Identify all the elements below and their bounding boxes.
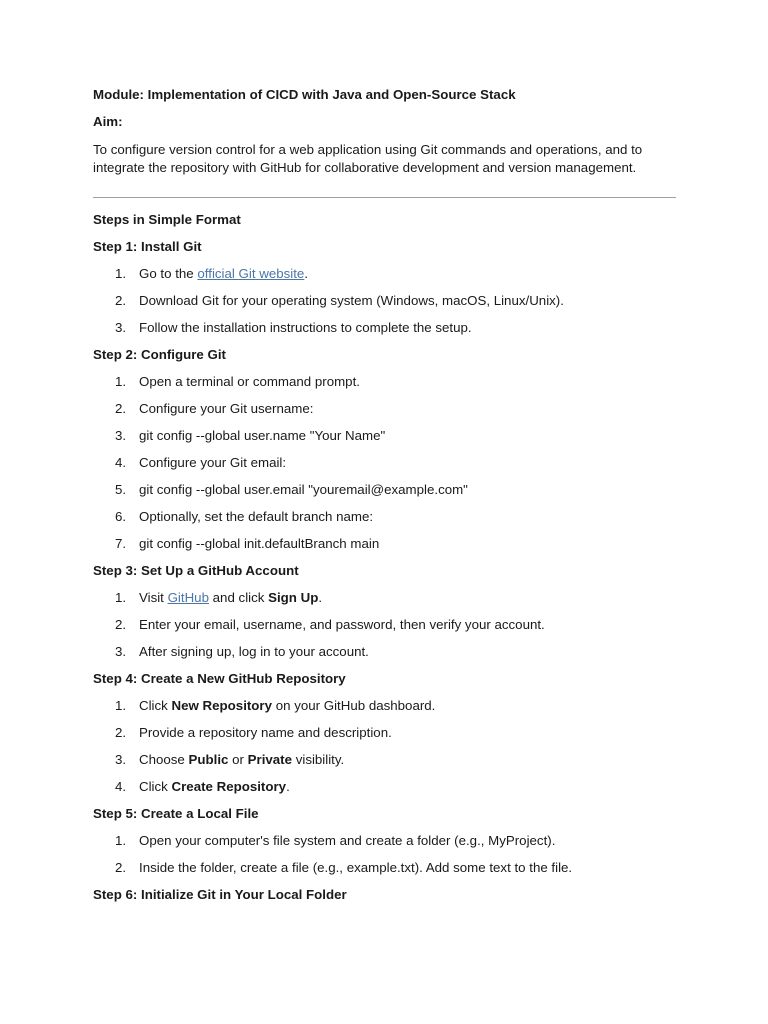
list-number: 1. — [115, 374, 127, 389]
list-text-suffix: . — [304, 266, 309, 281]
step-5-heading: Step 5: Create a Local File — [93, 806, 259, 821]
list-number: 2. — [115, 401, 127, 416]
step-2-section — [93, 347, 676, 552]
official-git-website-link[interactable]: official Git website — [197, 266, 305, 281]
list-item — [93, 833, 676, 849]
new-repository-emphasis: New Repository — [171, 698, 273, 713]
list-number: 2. — [115, 725, 127, 740]
list-item — [93, 536, 676, 552]
step-6-heading: Step 6: Initialize Git in Your Local Folder — [93, 887, 347, 902]
list-text: Download Git for your operating system (Windows, macOS, Linux/Unix). — [139, 293, 564, 308]
step-3-heading: Step 3: Set Up a GitHub Account — [93, 563, 299, 578]
list-item — [93, 779, 676, 795]
list-number: 5. — [115, 482, 127, 497]
list-number: 1. — [115, 833, 127, 848]
step-4-heading: Step 4: Create a New GitHub Repository — [93, 671, 346, 686]
horizontal-rule — [93, 197, 676, 198]
list-text: git config --global user.name "Your Name" — [139, 428, 386, 443]
list-item — [93, 266, 676, 282]
list-item — [93, 401, 676, 417]
step-5-list — [93, 833, 676, 876]
list-item — [93, 509, 676, 525]
list-number: 3. — [115, 428, 127, 443]
list-text-suffix: . — [286, 779, 290, 794]
list-text: Click — [139, 779, 172, 794]
list-text-suffix: . — [318, 590, 323, 605]
list-number: 2. — [115, 617, 127, 632]
list-number: 2. — [115, 293, 127, 308]
list-text: Open a terminal or command prompt. — [139, 374, 360, 389]
list-text: git config --global user.email "youremail@example.com" — [139, 482, 468, 497]
list-text-middle: and click — [208, 590, 269, 605]
step-1-list — [93, 266, 676, 336]
list-number: 3. — [115, 320, 127, 335]
list-text: Go to the — [139, 266, 198, 281]
list-text: After signing up, log in to your account. — [139, 644, 369, 659]
sign-up-emphasis: Sign Up — [268, 590, 319, 605]
list-number: 1. — [115, 266, 127, 281]
private-emphasis: Private — [247, 752, 293, 767]
list-text: Configure your Git username: — [139, 401, 314, 416]
steps-heading: Steps in Simple Format — [93, 212, 241, 227]
step-3-section — [93, 563, 676, 660]
list-text-suffix: visibility. — [292, 752, 345, 767]
list-item — [93, 590, 676, 606]
list-item — [93, 428, 676, 444]
list-item — [93, 752, 676, 768]
list-item — [93, 320, 676, 336]
list-text: git config --global init.defaultBranch main — [139, 536, 380, 551]
list-text: Choose — [139, 752, 189, 767]
list-text: Open your computer's file system and create a folder (e.g., MyProject). — [139, 833, 556, 848]
document-body — [93, 87, 676, 914]
step-2-list — [93, 374, 676, 552]
step-2-heading: Step 2: Configure Git — [93, 347, 226, 362]
list-item — [93, 617, 676, 633]
list-text-suffix: on your GitHub dashboard. — [272, 698, 436, 713]
step-5-section — [93, 806, 676, 876]
list-text: Visit — [139, 590, 168, 605]
list-number: 7. — [115, 536, 127, 551]
list-number: 4. — [115, 455, 127, 470]
list-text: Configure your Git email: — [139, 455, 287, 470]
list-text: Optionally, set the default branch name: — [139, 509, 374, 524]
list-text: Inside the folder, create a file (e.g., example.txt). Add some text to the file. — [139, 860, 573, 875]
list-text: Provide a repository name and description. — [139, 725, 392, 740]
list-text: Follow the installation instructions to complete the setup. — [139, 320, 472, 335]
list-number: 3. — [115, 644, 127, 659]
list-number: 1. — [115, 590, 127, 605]
list-text: Click — [139, 698, 172, 713]
list-item — [93, 725, 676, 741]
list-item — [93, 644, 676, 660]
aim-text: To configure version control for a web application using Git commands and operations, and to integrate the repository with GitHub for collaborative development and version management. — [93, 142, 643, 175]
list-number: 4. — [115, 779, 127, 794]
step-1-section — [93, 239, 676, 336]
create-repository-emphasis: Create Repository — [171, 779, 287, 794]
list-item — [93, 698, 676, 714]
module-title: Module: Implementation of CICD with Java and Open-Source Stack — [93, 87, 516, 102]
list-number: 6. — [115, 509, 127, 524]
list-item — [93, 482, 676, 498]
step-3-list — [93, 590, 676, 660]
list-item — [93, 293, 676, 309]
step-1-heading: Step 1: Install Git — [93, 239, 202, 254]
list-number: 2. — [115, 860, 127, 875]
list-item — [93, 860, 676, 876]
list-item — [93, 374, 676, 390]
step-4-section — [93, 671, 676, 795]
github-link[interactable]: GitHub — [167, 590, 209, 605]
aim-label: Aim: — [93, 114, 123, 129]
list-item — [93, 455, 676, 471]
step-6-section — [93, 887, 676, 903]
list-number: 1. — [115, 698, 127, 713]
list-text-middle: or — [228, 752, 248, 767]
public-emphasis: Public — [188, 752, 229, 767]
step-4-list — [93, 698, 676, 795]
list-text: Enter your email, username, and password, then verify your account. — [139, 617, 545, 632]
list-number: 3. — [115, 752, 127, 767]
